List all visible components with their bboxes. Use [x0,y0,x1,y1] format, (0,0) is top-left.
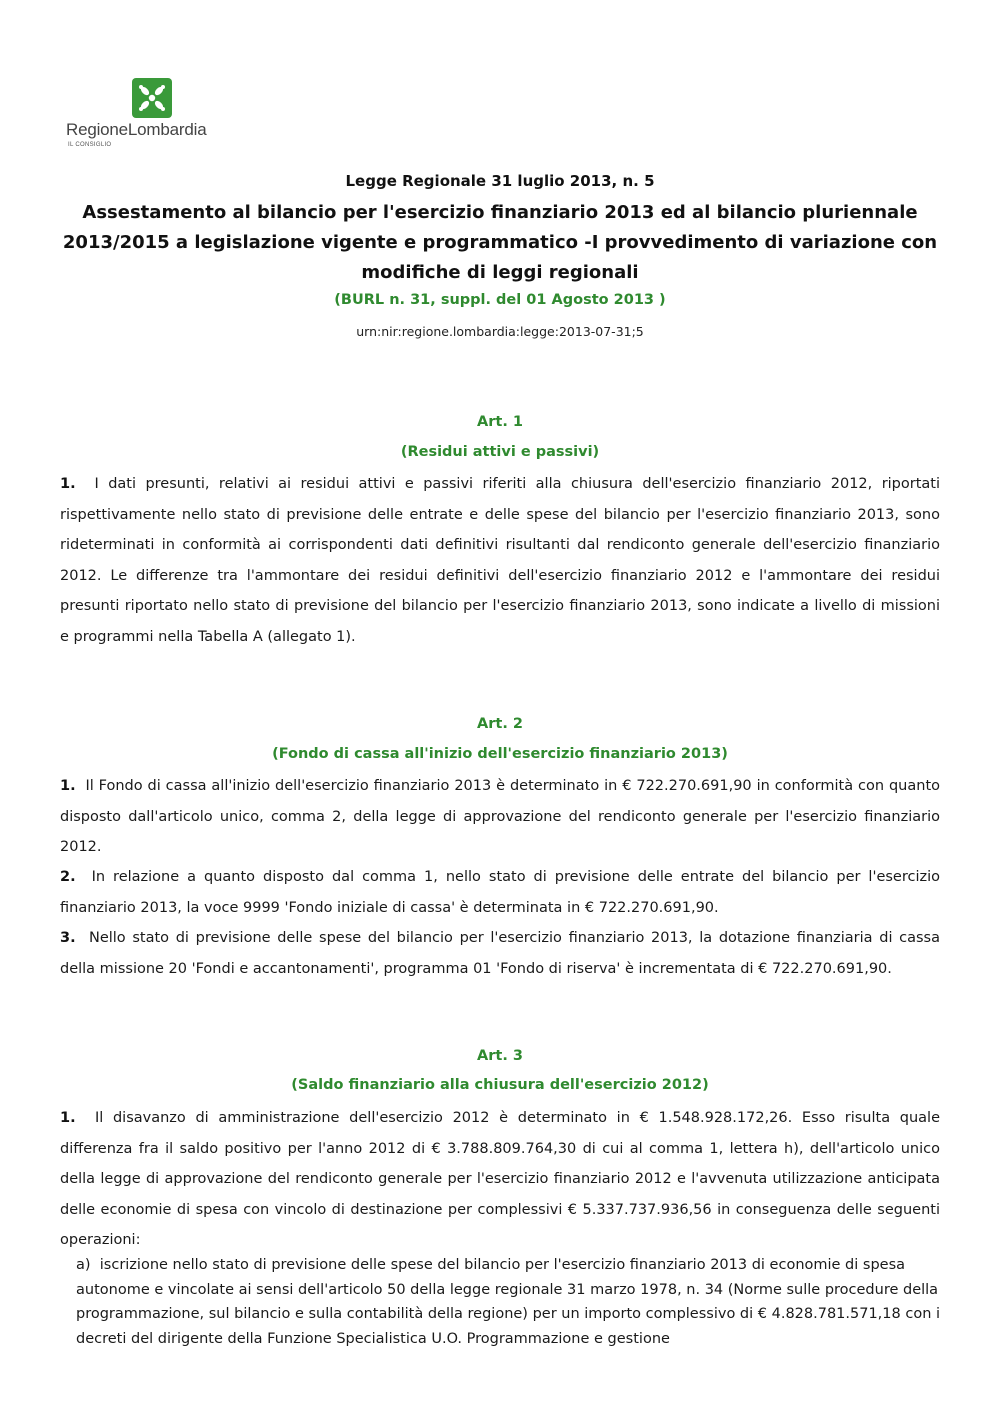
law-subject: Assestamento al bilancio per l'esercizio finanziario 2013 ed al bilancio pluriennale 2013/2015 a legislazione vigente e programmatico -I provvedimento di variazione con modifiche di leggi regionali [62,202,938,283]
article-paragraph [60,862,940,923]
paragraph-number: 1. [60,1110,76,1126]
item-text: iscrizione nello stato di previsione delle spese del bilancio per l'esercizio finanziario 2013 di economie di spesa autonome e vincolate ai sensi dell'articolo 50 della legge regionale 31 marzo 1978, n. 34 (Norme sulle procedure della programmazione, sul bilancio e sulla contabilità della regione) per un importo complessivo di € 4.828.781.571,18 con i decreti del dirigente della Funzione Specialistica U.O. Programmazione e gestione [76,1257,941,1347]
logo-name: RegioneLombardia [66,120,207,139]
article-heading: (Saldo finanziario alla chiusura dell'esercizio 2012) [291,1077,709,1093]
law-title: Legge Regionale 31 luglio 2013, n. 5 [345,172,655,190]
paragraph-text: Il Fondo di cassa all'inizio dell'esercizio finanziario 2013 è determinato in € 722.270.691,90 in conformità con quanto disposto dall'articolo unico, comma 2, della legge di approvazione del rendiconto generale per l'esercizio finanziario 2012. [60,778,941,855]
article-paragraph [60,469,940,652]
article-paragraph [60,1103,940,1256]
article-number: Art. 2 [477,716,523,732]
article-number: Art. 3 [477,1048,523,1064]
article-heading: (Residui attivi e passivi) [400,444,600,460]
article-heading: (Fondo di cassa all'inizio dell'esercizio finanziario 2013) [272,746,728,762]
paragraph-text: Il disavanzo di amministrazione dell'esercizio 2012 è determinato in € 1.548.928.172,26. Esso risulta quale differenza fra il saldo positivo per l'anno 2012 di € 3.788.809.764,30 di cui al comma 1, lettera h), dell'articolo unico della legge di approvazione del rendiconto generale per l'esercizio finanziario 2012 e l'avvenuta utilizzazione anticipata delle economie di spesa con vincolo di destinazione per complessivi € 5.337.737.936,56 in conseguenza delle seguenti operazioni: [60,1110,940,1248]
burl-reference: (BURL n. 31, suppl. del 01 Agosto 2013 ) [334,292,666,308]
paragraph-text: Nello stato di previsione delle spese del bilancio per l'esercizio finanziario 2013, la dotazione finanziaria di cassa della missione 20 'Fondi e accantonamenti', programma 01 'Fondo di riserva' è incrementata di € 722.270.691,90. [60,930,940,977]
list-item [76,1253,942,1351]
urn-identifier: urn:nir:regione.lombardia:legge:2013-07-31;5 [356,324,644,339]
paragraph-number: 3. [60,930,76,946]
article-paragraph [60,771,940,863]
item-label: a) [76,1257,91,1273]
paragraph-text: In relazione a quanto disposto dal comma 1, nello stato di previsione delle entrate del bilancio per l'esercizio finanziario 2013, la voce 9999 'Fondo iniziale di cassa' è determinata in € 722.270.691,90. [60,869,940,916]
paragraph-text: I dati presunti, relativi ai residui attivi e passivi riferiti alla chiusura dell'esercizio finanziario 2012, riportati rispettivamente nello stato di previsione delle entrate e delle spese del bilancio per l'esercizio finanziario 2013, sono rideterminati in conformità ai corrispondenti dati definitivi risultanti dal rendiconto generale dell'esercizio finanziario 2012. Le differenze tra l'ammontare dei residui definitivi dell'esercizio finanziario 2012 e l'ammontare dei residui presunti riportato nello stato di previsione del bilancio per l'esercizio finanziario 2013, sono indicate a livello di missioni e programmi nella Tabella A (allegato 1). [60,476,941,645]
paragraph-number: 2. [60,869,76,885]
logo-subtitle: IL CONSIGLIO [68,142,112,148]
article-number: Art. 1 [477,414,523,430]
logo-mark-icon [132,78,172,118]
article-paragraph [60,923,940,984]
paragraph-number: 1. [60,476,76,492]
paragraph-number: 1. [60,778,76,794]
regione-lombardia-logo [66,76,246,156]
